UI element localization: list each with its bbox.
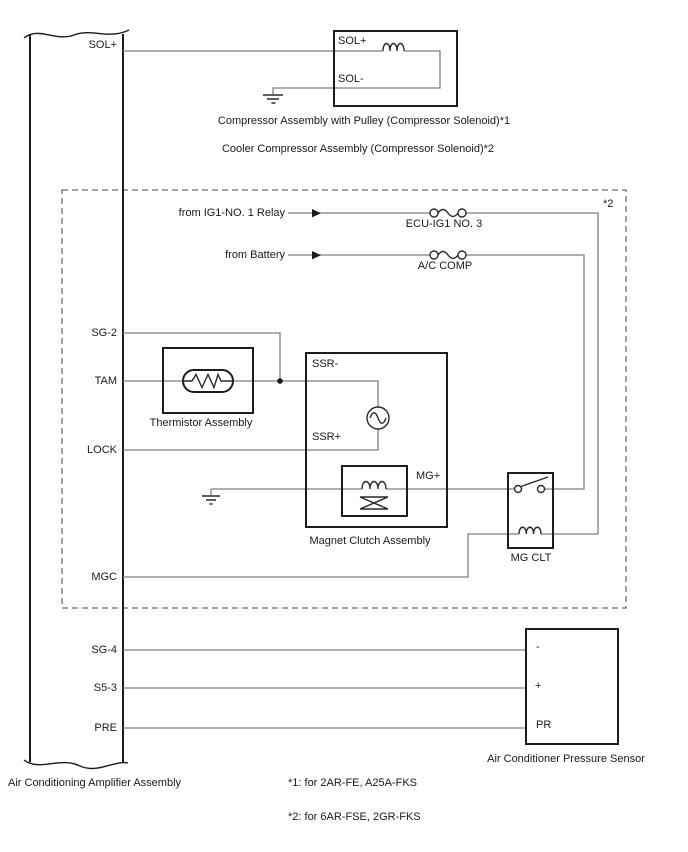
fuse-icon xyxy=(430,251,466,259)
junction-dot xyxy=(277,378,283,384)
sensor-pin-minus: - xyxy=(536,641,540,653)
pressure-sensor-label: Air Conditioner Pressure Sensor xyxy=(487,753,645,765)
pin-label-s53: S5-3 xyxy=(93,682,117,694)
pin-label-mgc: MGC xyxy=(91,571,117,583)
source-label-ig1-relay: from IG1-NO. 1 Relay xyxy=(178,207,285,219)
arrow-right-icon xyxy=(312,251,321,259)
sensor-pin-plus: + xyxy=(535,680,542,692)
fuse-icon xyxy=(430,209,466,217)
battery-feed-wire xyxy=(288,255,584,489)
clutch-plates-icon xyxy=(360,497,388,509)
sensor-pin-pr: PR xyxy=(536,719,552,731)
pin-label-lock: LOCK xyxy=(87,444,117,456)
relay-switch-icon xyxy=(515,477,549,493)
bus-break-bottom-icon xyxy=(24,760,128,769)
clutch-pin-mg-plus: MG+ xyxy=(416,470,441,482)
compressor-pin-sol-minus: SOL- xyxy=(338,73,364,85)
compressor-caption-pulley: Compressor Assembly with Pulley (Compressor Solenoid)*1 xyxy=(217,115,511,127)
thermistor-label: Thermistor Assembly xyxy=(149,417,253,429)
clutch-coil-icon xyxy=(362,482,386,490)
fuse-label-ac-comp: A/C COMP xyxy=(417,260,473,272)
thermistor-circuit xyxy=(123,333,306,413)
mg-plus-wire xyxy=(211,489,514,495)
sol-wire xyxy=(123,51,440,94)
amplifier-label: Air Conditioning Amplifier Assembly xyxy=(8,777,182,789)
clutch-pin-ssr-minus: SSR- xyxy=(312,358,339,370)
footnote-2: *2: for 6AR-FSE, 2GR-FKS xyxy=(288,811,421,823)
arrow-right-icon xyxy=(312,209,321,217)
pin-label-sg2: SG-2 xyxy=(91,327,117,339)
ground-icon xyxy=(263,95,283,103)
footnote-1: *1: for 2AR-FE, A25A-FKS xyxy=(288,777,417,789)
ground-icon xyxy=(202,496,220,504)
magnet-clutch-label: Magnet Clutch Assembly xyxy=(309,535,431,547)
pin-label-tam: TAM xyxy=(94,375,117,387)
region-note-star2: *2 xyxy=(603,198,614,210)
compressor-pin-sol-plus: SOL+ xyxy=(338,35,367,47)
fuse-label-ecu-ig1: ECU-IG1 NO. 3 xyxy=(405,218,483,230)
solenoid-coil-icon xyxy=(383,44,404,52)
bus-break-top-icon xyxy=(24,30,129,38)
relay-label: MG CLT xyxy=(510,552,552,564)
compressor-caption-cooler: Cooler Compressor Assembly (Compressor Solenoid)*2 xyxy=(221,143,495,155)
relay-coil-icon xyxy=(519,527,541,534)
amplifier-bus xyxy=(24,30,129,769)
compressor-solenoid-circuit xyxy=(123,31,457,106)
clutch-pin-ssr-plus: SSR+ xyxy=(312,431,342,443)
pin-label-pre: PRE xyxy=(94,722,117,734)
pin-label-sol-plus: SOL+ xyxy=(88,39,117,51)
relay-box xyxy=(508,473,553,548)
pin-label-sg4: SG-4 xyxy=(91,644,117,656)
source-label-battery: from Battery xyxy=(225,249,285,261)
ig1-feed-circuit xyxy=(288,209,598,534)
